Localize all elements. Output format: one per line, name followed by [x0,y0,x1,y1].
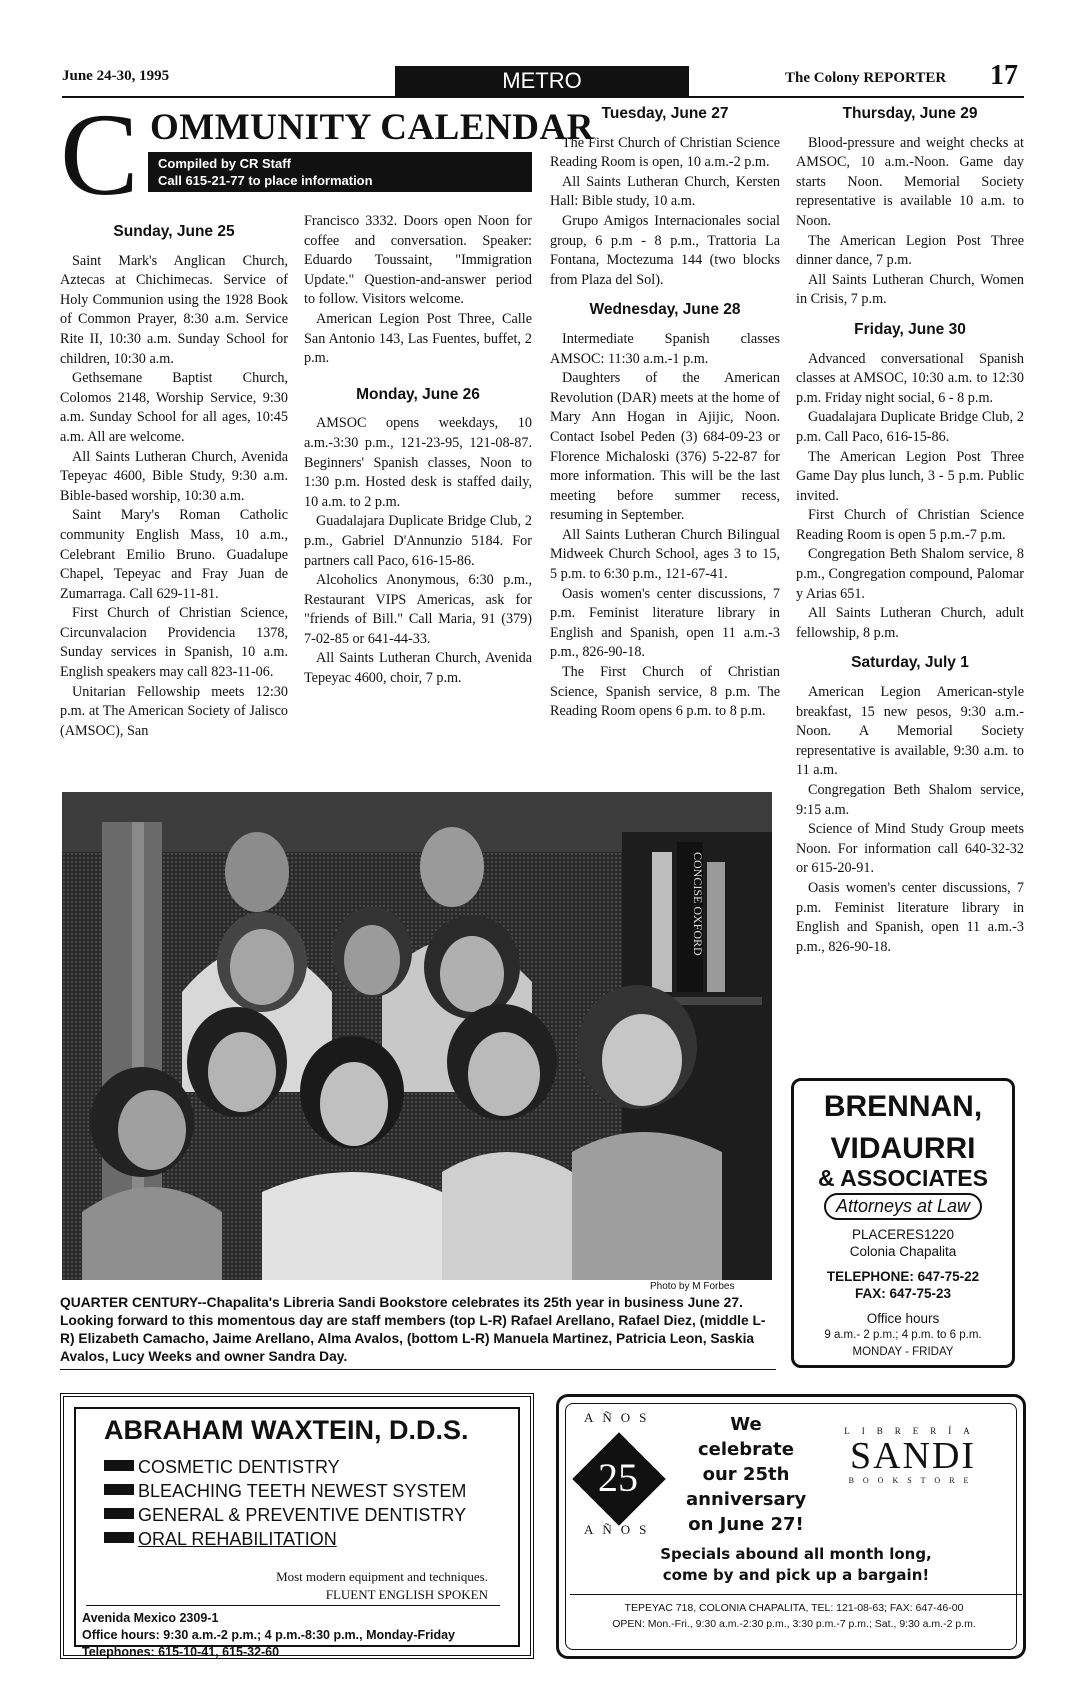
photo-credit: Photo by M Forbes [650,1281,735,1292]
dentist-phones: Telephones: 615-10-41, 615-32-60 [82,1645,280,1659]
firm-days: MONDAY - FRIDAY [852,1346,954,1358]
day-heading-sunday: Sunday, June 25 [113,223,235,240]
listing: Science of Mind Study Group meets Noon. For information call 640-32-32 or 615-20-91. [796,821,1024,877]
ad-waxtein-dentist [60,1393,534,1659]
listing: All Saints Lutheran Church, Women in Crisis, 7 p.m. [796,271,1024,308]
firm-tagline: Attorneys at Law [824,1193,982,1220]
listing: Advanced conversational Spanish classes at AMSOC, 10:30 a.m. to 12:30 p.m. Friday night social, 6 - 8 p.m. [796,350,1024,406]
publication-name: The Colony REPORTER [785,70,947,86]
column-tue-wed [550,104,780,722]
listing: American Legion American-style breakfast, 15 new pesos, 9:30 a.m.-Noon. A Memorial Society representative is available, 9:30 a.m. to 11 a.m. [796,684,1024,779]
specials-text: Specials abound all month long, come by and pick up a bargain! [660,1545,932,1584]
ad-libreria-sandi [556,1394,1026,1659]
firm-telephone: TELEPHONE: 647-75-22 [826,1269,980,1284]
day-heading-saturday: Saturday, July 1 [851,654,969,672]
listing: Alcoholics Anonymous, 6:30 p.m., Restaurant VIPS Americas, ask for "friends of Bill." Call Maria, 91 (379) 7-02-85 or 641-44-33. [304,572,532,647]
listing: All Saints Lutheran Church, Kersten Hall: Bible study, 10 a.m. [550,173,780,210]
listing: First Church of Christian Science, Circunvalacion Providencia 1378, Sunday services in Spanish, 10 a.m. English speakers may call 823-11-06. [60,605,288,681]
ad-brennan-vidaurri [791,1078,1015,1368]
column-thu-sat [796,104,1024,957]
store-hours: OPEN: Mon.-Fri., 9:30 a.m.-2:30 p.m., 3:30 p.m.-7 p.m.; Sat., 9:30 a.m.-2 p.m. [612,1618,976,1630]
listing: Blood-pressure and weight checks at AMSOC, 10 a.m.-Noon. Game day starts Noon. Memorial Society representative is available 10 a.m. to Noon. [796,134,1024,229]
bullet-square-icon [104,1484,134,1495]
firm-hours-label: Office hours [866,1311,940,1326]
section-banner: METRO [395,66,689,96]
service-item: GENERAL & PREVENTIVE DENTISTRY [104,1505,466,1526]
listing: Grupo Amigos Internacionales social group, 6 p.m - 8 p.m., Trattoria La Fontana, Moctezuma 144 (two blocks from Plaza del Sol). [550,212,780,288]
listing: All Saints Lutheran Church, Avenida Tepeyac 4600, choir, 7 p.m. [304,650,532,687]
listing: Oasis women's center discussions, 7 p.m. Feminist literature library in English and Spanish, open 11 a.m.-3 p.m., 826-90-18. [796,879,1024,955]
ad-divider [86,1605,500,1606]
logo-libreria: LIBRERÍA [844,1426,982,1436]
day-heading-friday: Friday, June 30 [854,320,966,338]
firm-name-2: VIDAURRI [830,1132,976,1165]
calendar-title-initial: C [60,89,139,220]
anos-top: AÑOS [584,1410,656,1425]
dentist-name: ABRAHAM WAXTEIN, D.D.S. [104,1415,469,1445]
call-info: Call 615-21-77 to place information [158,173,373,188]
firm-fax: FAX: 647-75-23 [854,1286,952,1301]
bullet-square-icon [104,1532,134,1543]
column-sunday [60,212,288,741]
issue-date: June 24-30, 1995 [62,68,170,84]
listing: Guadalajara Duplicate Bridge Club, 2 p.m. Call Paco, 616-15-86. [796,409,1024,445]
bullet-square-icon [104,1508,134,1519]
compiled-by: Compiled by CR Staff [158,156,291,171]
listing: The First Church of Christian Science Reading Room is open, 10 a.m.-2 p.m. [550,134,780,171]
logo-bookstore: BOOKSTORE [848,1476,978,1485]
column-monday [304,212,532,689]
listing: Guadalajara Duplicate Bridge Club, 2 p.m., Gabriel D'Annunzio 5184. For partners call Paco, 616-15-86. [304,513,532,569]
listing: All Saints Lutheran Church, Avenida Tepeyac 4600, Bible Study, 9:30 a.m. Bible-based worship, 10:30 a.m. [60,448,288,504]
listing: Intermediate Spanish classes AMSOC: 11:30 a.m.-1 p.m. [550,330,780,367]
anos-bottom: AÑOS [584,1522,656,1537]
day-heading-thursday: Thursday, June 29 [842,105,978,122]
staff-group-photo [62,792,772,1280]
listing: Congregation Beth Shalom service, 9:15 a.m. [796,782,1024,818]
listing: Gethsemane Baptist Church, Colomos 2148, Worship Service, 9:30 a.m. Sunday School for all ages, 10:45 a.m. All are welcome. [60,370,288,445]
ad-waxtein-frame [74,1407,520,1659]
listing: All Saints Lutheran Church Bilingual Midweek Church School, ages 3 to 15, 5 p.m. to 6:30 p.m., 121-67-41. [550,526,780,583]
equipment-note: Most modern equipment and techniques. [276,1569,488,1584]
dentist-address: Avenida Mexico 2309-1 [82,1611,219,1625]
photo-illustration [62,792,772,1280]
libreria-sandi-logo [828,1426,998,1485]
firm-name-3: & ASSOCIATES [818,1165,988,1191]
listing: AMSOC opens weekdays, 10 a.m.-3:30 p.m., 121-23-95, 121-08-87. Beginners' Spanish classes, Noon to 1:30 p.m. Hosted desk is staffed daily, 10 a.m. to 2 p.m. [304,415,532,510]
listing: First Church of Christian Science Reading Room is open 5 p.m.-7 p.m. [796,507,1024,543]
firm-address-street: PLACERES1220 [851,1227,955,1242]
firm-name-1: BRENNAN, [823,1090,983,1123]
book-spine-text: CONCISE OXFORD [691,852,705,956]
service-item: ORAL REHABILITATION [104,1529,337,1550]
listing: Unitarian Fellowship meets 12:30 p.m. at The American Society of Jalisco (AMSOC), San [60,683,288,739]
firm-address-colonia: Colonia Chapalita [849,1244,957,1259]
listing: Congregation Beth Shalom service, 8 p.m., Congregation compound, Palomar y Arias 651. [796,546,1024,602]
listing: Saint Mark's Anglican Church, Aztecas at Chichimecas. Service of Holy Communion using the 1928 Book of Common Prayer, 8:30 a.m. Service Rite II, 10:30 a.m. Sunday School for children, 10:30 a.m. [60,252,288,367]
anniversary-number: 25 [598,1455,638,1500]
day-heading-tuesday: Tuesday, June 27 [601,105,729,122]
listing: The First Church of Christian Science, Spanish service, 8 p.m. The Reading Room opens 6 p.m. to 8 p.m. [550,664,780,720]
day-heading-monday: Monday, June 26 [356,385,480,403]
calendar-title: OMMUNITY CALENDAR [150,107,594,148]
dentist-hours: Office hours: 9:30 a.m.-2 p.m.; 4 p.m.-8:30 p.m., Monday-Friday [82,1628,455,1642]
english-note: FLUENT ENGLISH SPOKEN [325,1587,488,1602]
firm-hours: 9 a.m.- 2 p.m.; 4 p.m. to 6 p.m. [824,1329,982,1341]
listing: American Legion Post Three, Calle San Antonio 143, Las Fuentes, buffet, 2 p.m. [304,310,532,367]
header-rule [62,96,1024,98]
listing: Saint Mary's Roman Catholic community English Mass, 10 a.m., Celebrant Emilio Bruno. Guadalupe Chapel, Tepeyac and Fray Juan de Zumarraga. Call 629-11-81. [60,507,288,602]
listing: Daughters of the American Revolution (DAR) meets at the home of Mary Ann Hogan in Ajijic, Noon. Contact Isobel Peden (3) 684-09-23 or Florence Michaloski (376) 5-22-87 for more information. This will be the last meeting before summer recess, resuming in September. [550,370,780,524]
day-heading-wednesday: Wednesday, June 28 [589,301,741,319]
caption-rule [60,1369,776,1370]
anniversary-message: We celebrate our 25th anniversary on June 27! [686,1414,807,1535]
photo-caption: QUARTER CENTURY--Chapalita's Libreria Sandi Bookstore celebrates its 25th year in business June 27. Looking forward to this momentous day are staff members (top L-R) Rafael Arellano, Rafael Diez, (middle L-R) Elizabeth Camacho, Jaime Arellano, Alma Avalos, (bottom L-R) Manuela Martinez, Patricia Leon, Saskia Avalos, Lucy Weeks and owner Sandra Day. [60,1295,766,1364]
store-address: TEPEYAC 718, COLONIA CHAPALITA, TEL: 121-08-63; FAX: 647-46-00 [624,1602,964,1614]
ad-divider [570,1594,1022,1595]
listing-continued: Francisco 3332. Doors open Noon for coffee and conversation. Speaker: Eduardo Toussaint, "Immigration Update." Question-and-answer period to follow. Visitors welcome. [304,213,532,308]
bullet-square-icon [104,1460,134,1471]
page-number: 17 [990,60,1018,91]
logo-sandi: SANDI [849,1435,977,1477]
service-item: COSMETIC DENTISTRY [104,1457,340,1478]
listing: The American Legion Post Three Game Day plus lunch, 3 - 5 p.m. Public invited. [796,448,1024,504]
calendar-info-box [148,152,532,192]
service-item: BLEACHING TEETH NEWEST SYSTEM [104,1481,466,1502]
listing: Oasis women's center discussions, 7 p.m. Feminist literature library in English and Spanish, open 11 a.m.-3 p.m., 826-90-18. [550,585,780,661]
listing: All Saints Lutheran Church, adult fellowship, 8 p.m. [796,605,1024,641]
ad-sandi-frame [565,1403,1017,1650]
listing: The American Legion Post Three dinner dance, 7 p.m. [796,232,1024,269]
